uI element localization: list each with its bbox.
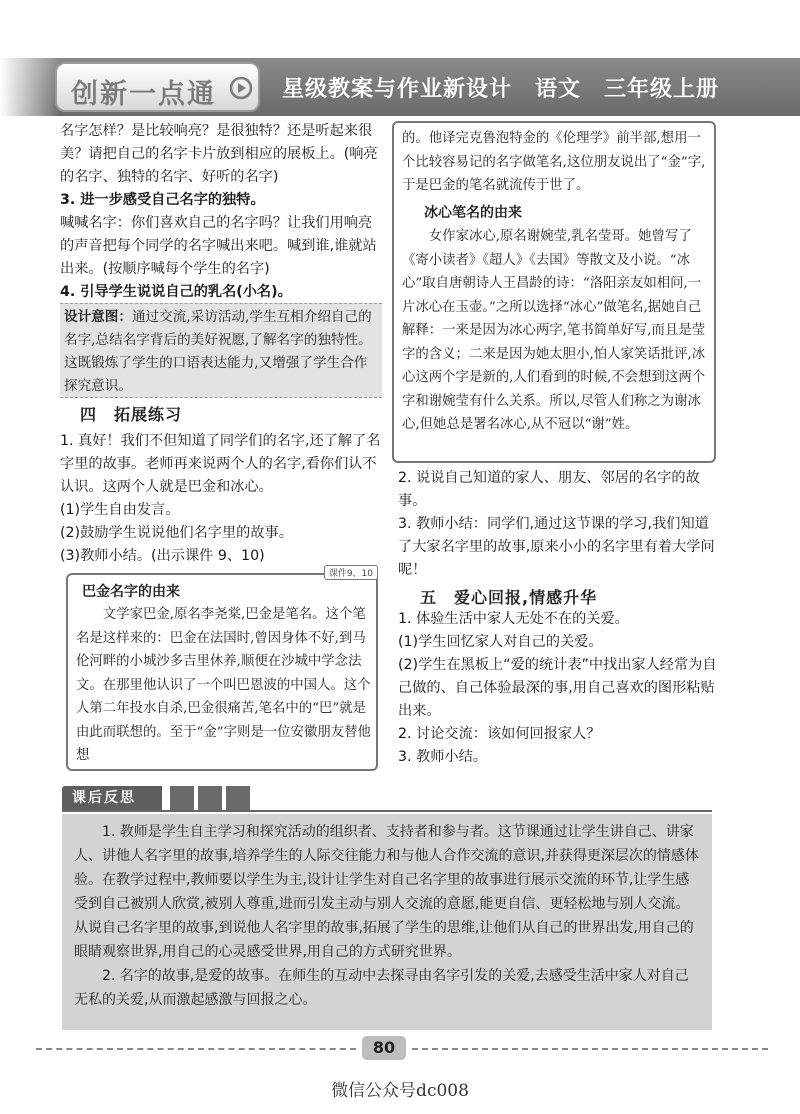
list-item: (2)鼓励学生说说他们名字里的故事。 <box>60 525 293 541</box>
courseware-title: 冰心笔名的由来 <box>424 205 522 221</box>
courseware-text: 女作家冰心,原名谢婉莹,乳名莹哥。她曾写了《寄小读者》《超人》《去国》等散文及小说。“冰心”取自唐朝诗人王昌龄的诗：“洛阳亲友如相问,一片冰心在玉壶。”之所以选择“冰心”做笔名,据她自己解释：一来是因为冰心两字,笔书简单好写,而且是莹字的含义；二来是因为她太胆小,怕人家笑话批评,冰心这两个字是新的,人们看到的时候,不会想到这两个字和谢婉莹有什么关系。所以,尽管人们称之为谢冰心,但她总是署名冰心,从不冠以“谢”姓。 <box>402 229 706 432</box>
courseware-title: 巴金名字的由来 <box>82 584 180 600</box>
list-item: 1. 体验生活中家人无处不在的关爱。 <box>398 611 629 627</box>
reflection-label: 课后反思 <box>62 786 162 810</box>
decor-square <box>170 786 194 810</box>
reflection-text <box>74 820 702 1012</box>
section-heading: 四 拓展练习 <box>80 405 183 424</box>
design-intent-box <box>60 303 382 398</box>
reflection-paragraph: 2. 名字的故事,是爱的故事。在师生的互动中去探寻由名字引发的关爱,去感受生活中家人对自己无私的关爱,从而激起感激与回报之心。 <box>74 968 689 1008</box>
left-column-bottom <box>60 430 382 568</box>
right-column-middle <box>398 467 718 582</box>
courseware-text: 文学家巴金,原名李尧棠,巴金是笔名。这个笔名是这样来的：巴金在法国时,曾因身体不好,到马伦河畔的小城沙多吉里休养,顺便在沙城中学念法文。在那里他认识了一个叫巴恩波的中国人。这个人第二年投水自杀,巴金很痛苦,笔名中的“巴”就是由此而联想的。至于“金”字则是一位安徽朋友替他想 <box>76 607 371 763</box>
list-item: (2)学生在黑板上“爱的统计表”中找出家人经常为自己做的、自己体验最深的事,用自己喜欢的图形粘贴出来。 <box>398 657 717 719</box>
courseware-text: 的。他译完克鲁泡特金的《伦理学》前半部,想用一个比较容易记的名字做笔名,这位朋友说出了“金”字,于是巴金的笔名就流传于世了。 <box>402 131 706 193</box>
divider <box>36 1048 356 1050</box>
divider <box>62 810 712 812</box>
paragraph: 1. 真好！我们不但知道了同学们的名字,还了解了名字里的故事。老师再来说两个人的名字,看你们认不认识。这两个人就是巴金和冰心。 <box>60 433 381 495</box>
divider <box>412 1048 768 1050</box>
step-heading: 4. 引导学生说说自己的乳名(小名)。 <box>60 284 292 300</box>
page-number: 80 <box>362 1036 406 1060</box>
paragraph: 名字怎样？是比较响亮？是很独特？还是听起来很美？请把自己的名字卡片放到相应的展板上。(响亮的名字、独特的名字、好听的名字) <box>60 123 378 185</box>
paragraph: 3. 教师小结：同学们,通过这节课的学习,我们知道了大家名字里的故事,原来小小的名字里有着大学问呢！ <box>398 516 715 578</box>
brand-badge <box>55 62 260 112</box>
courseware-tag: 课件9、10 <box>324 565 378 580</box>
reflection-box <box>62 814 712 1030</box>
page-header <box>0 58 800 116</box>
design-intent-body: 通过交流,采访活动,学生互相介绍自己的名字,总结名字背后的美好祝愿,了解名字的独特性。这既锻炼了学生的口语表达能力,又增强了学生合作探究意识。 <box>64 309 372 394</box>
courseware-box-bingxin <box>392 121 716 463</box>
design-intent-text <box>64 306 378 398</box>
list-item: (3)教师小结。(出示课件 9、10) <box>60 548 265 564</box>
courseware-box-bajin <box>66 569 378 771</box>
design-intent-label: 设计意图： <box>64 309 132 325</box>
step-heading: 3. 进一步感受自己名字的独特。 <box>60 192 265 208</box>
watermark: 微信公众号dc008 <box>331 1081 469 1101</box>
play-icon <box>229 76 253 100</box>
brand-title: 创新一点通 <box>71 79 216 110</box>
header-fade <box>0 58 60 116</box>
decor-square <box>198 786 222 810</box>
left-column-top <box>60 120 382 304</box>
list-item: 2. 讨论交流：该如何回报家人？ <box>398 726 601 742</box>
paragraph: 2. 说说自己知道的家人、朋友、邻居的名字的故事。 <box>398 470 700 509</box>
reflection-paragraph: 1. 教师是学生自主学习和探究活动的组织者、支持者和参与者。这节课通过让学生讲自己、讲家人、讲他人名字里的故事,培养学生的人际交往能力和与他人合作交流的意识,并获得更深层次的情感体验。在教学过程中,教师要以学生为主,设计让学生对自己名字里的故事进行展示交流的环节,让学生感受到自己被别人欣赏,被别人尊重,进而引发主动与别人交流的意愿,能更自信、更轻松地与别人交流。从说自己名字里的故事,到说他人名字里的故事,拓展了学生的思维,让他们从自己的世界出发,用自己的眼睛观察世界,用自己的心灵感受世界,用自己的方式研究世界。 <box>74 824 699 960</box>
decor-square <box>226 786 250 810</box>
section-heading: 五 爱心回报,情感升华 <box>420 588 598 607</box>
list-item: (1)学生回忆家人对自己的关爱。 <box>398 634 603 650</box>
right-column-bottom <box>398 608 718 769</box>
header-subtitle: 星级教案与作业新设计 语文 三年级上册 <box>282 77 720 102</box>
list-item: 3. 教师小结。 <box>398 749 487 765</box>
list-item: (1)学生自由发言。 <box>60 502 180 518</box>
paragraph: 喊喊名字：你们喜欢自己的名字吗？让我们用响亮的声音把每个同学的名字喊出来吧。喊到谁,谁就站出来。(按顺序喊每个学生的名字) <box>60 215 377 277</box>
